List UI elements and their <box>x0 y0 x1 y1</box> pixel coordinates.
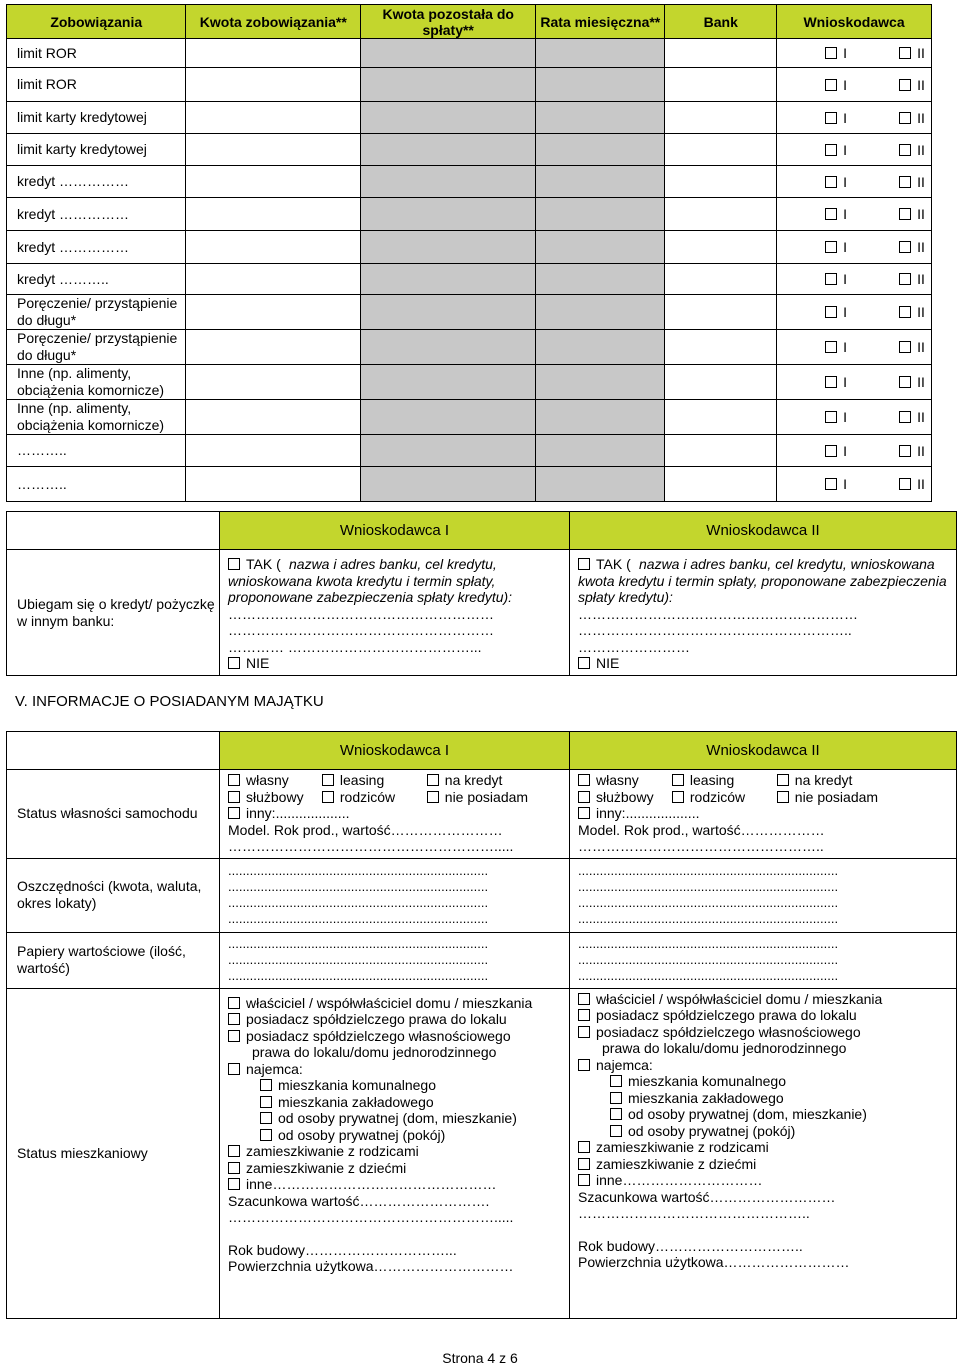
car-model-1: Model. Rok prod., wartość…………………… <box>228 821 503 838</box>
checkbox-parents-1[interactable] <box>228 1145 240 1157</box>
bank-cell[interactable] <box>665 435 777 467</box>
applicant-1-label: I <box>843 339 847 355</box>
amount-cell[interactable] <box>186 68 361 102</box>
liability-label: limit ROR <box>7 68 186 102</box>
amount-cell[interactable] <box>186 330 361 365</box>
checkbox-other-1[interactable] <box>228 1178 240 1190</box>
installment-cell[interactable] <box>536 330 665 365</box>
checkbox-nie-2[interactable] <box>578 657 590 669</box>
liabilities-table <box>6 4 932 502</box>
applicant-select <box>777 365 932 400</box>
remaining-cell[interactable] <box>361 68 536 102</box>
checkbox-private-house-2[interactable] <box>610 1108 622 1120</box>
installment-cell[interactable] <box>536 134 665 166</box>
remaining-cell[interactable] <box>361 134 536 166</box>
installment-cell[interactable] <box>536 365 665 400</box>
remaining-cell[interactable] <box>361 467 536 502</box>
applicant-2-label: II <box>917 206 925 222</box>
liability-row <box>7 435 932 467</box>
liability-row <box>7 365 932 400</box>
amount-cell[interactable] <box>186 166 361 198</box>
housing-value-1: Szacunkowa wartość………………………. <box>228 1192 490 1209</box>
checkbox-coop-tenant-2[interactable] <box>578 1009 590 1021</box>
dots-2a: …………………………………………………… <box>578 605 858 622</box>
liability-label: kredyt …………… <box>7 198 186 231</box>
assets-corner <box>7 732 220 770</box>
bank-cell[interactable] <box>665 102 777 134</box>
remaining-cell[interactable] <box>361 231 536 264</box>
checkbox-applicant-2[interactable] <box>899 478 911 490</box>
applicant-2-label: II <box>917 76 925 93</box>
amount-cell[interactable] <box>186 102 361 134</box>
checkbox-private-room-1[interactable] <box>260 1129 272 1141</box>
applicant-select <box>777 295 932 330</box>
applicant-select <box>777 231 932 264</box>
savings-label: Oszczędności (kwota, waluta, okres lokaty) <box>7 858 220 932</box>
installment-cell[interactable] <box>536 400 665 435</box>
checkbox-owner-2[interactable] <box>578 993 590 1005</box>
car-dots-2: …………………………………………….. <box>578 838 824 854</box>
liability-row <box>7 467 932 502</box>
bank-cell[interactable] <box>665 264 777 295</box>
assets-table <box>6 731 957 1319</box>
bank-cell[interactable] <box>665 134 777 166</box>
checkbox-applicant-1[interactable] <box>825 478 837 490</box>
bank-cell[interactable] <box>665 400 777 435</box>
checkbox-applicant-1[interactable] <box>825 273 837 285</box>
checkbox-coop-tenant-1[interactable] <box>228 1013 240 1025</box>
applicant-2-label: II <box>917 304 925 320</box>
section-title: V. INFORMACJE O POSIADANYM MAJĄTKU <box>15 693 324 710</box>
nie-label-1: NIE <box>246 655 270 671</box>
tak-label-2: TAK ( <box>596 556 631 572</box>
other-loan-applicant-2 <box>570 550 957 676</box>
checkbox-municipal-1[interactable] <box>260 1079 272 1091</box>
amount-cell[interactable] <box>186 198 361 231</box>
other-loan-table <box>6 511 957 676</box>
applicant-select <box>777 39 932 68</box>
amount-cell[interactable] <box>186 365 361 400</box>
remaining-cell[interactable] <box>361 166 536 198</box>
checkbox-children-1[interactable] <box>228 1162 240 1174</box>
applicant-2-label: II <box>917 374 925 390</box>
checkbox-applicant-2[interactable] <box>899 445 911 457</box>
applicant-1-label: I <box>843 409 847 425</box>
applicant-1-label: I <box>843 271 847 287</box>
liability-label: ……….. <box>7 467 186 502</box>
applicant-select <box>777 198 932 231</box>
liability-label: kredyt ……….. <box>7 264 186 295</box>
checkbox-nie-1[interactable] <box>228 657 240 669</box>
applicant-1-label: I <box>843 304 847 320</box>
savings-applicant-1: ........................................................................ ........................................................................ ........................................................................ ........................................................................ <box>220 858 570 932</box>
remaining-cell[interactable] <box>361 198 536 231</box>
checkbox-car-leasing-2[interactable] <box>672 774 684 786</box>
checkbox-applicant-2[interactable] <box>899 112 911 124</box>
col-header-applicant: Wnioskodawca <box>777 5 932 39</box>
bank-cell[interactable] <box>665 198 777 231</box>
checkbox-car-own-2[interactable] <box>578 774 590 786</box>
checkbox-tak-2[interactable] <box>578 558 590 570</box>
applicant-2-label: II <box>917 271 925 287</box>
checkbox-private-house-1[interactable] <box>260 1112 272 1124</box>
remaining-cell[interactable] <box>361 39 536 68</box>
col-header-liabilities: Zobowiązania <box>7 5 186 39</box>
tak-description-1: nazwa i adres banku, cel kredytu, wnioskowana kwota kredytu i termin spłaty, proponowane zabezpieczenia spłaty kredytu): <box>228 556 513 605</box>
securities-applicant-1: ........................................................................ ........................................................................ ........................................................................ <box>220 932 570 988</box>
checkbox-coop-owner-1[interactable] <box>228 1030 240 1042</box>
applicant-2-label: II <box>917 409 925 425</box>
dots-2b: ………………………………………………….. <box>578 622 852 638</box>
applicant-1-label: I <box>843 239 847 255</box>
checkbox-applicant-2[interactable] <box>899 411 911 423</box>
checkbox-tak-1[interactable] <box>228 558 240 570</box>
liability-label: limit karty kredytowej <box>7 134 186 166</box>
remaining-cell[interactable] <box>361 400 536 435</box>
checkbox-applicant-2[interactable] <box>899 273 911 285</box>
checkbox-car-leasing-1[interactable] <box>322 774 334 786</box>
checkbox-applicant-2[interactable] <box>899 176 911 188</box>
applicant-select <box>777 102 932 134</box>
liability-label: Inne (np. alimenty, obciążenia komornicze) <box>7 400 186 435</box>
housing-year-2: Rok budowy………………………….. <box>578 1237 803 1254</box>
liability-row <box>7 264 932 295</box>
checkbox-applicant-2[interactable] <box>899 376 911 388</box>
car-status-applicant-1: własny leasing na kredyt służbowy rodziców nie posiadam inny:................... Model. Rok prod., wartość…………………… …………………………………………………..... <box>220 770 570 859</box>
checkbox-company-flat-2[interactable] <box>610 1092 622 1104</box>
col-header-remaining: Kwota pozostała do spłaty** <box>361 5 536 39</box>
liability-row <box>7 330 932 365</box>
checkbox-other-2[interactable] <box>578 1174 590 1186</box>
liability-row <box>7 400 932 435</box>
checkbox-applicant-2[interactable] <box>899 241 911 253</box>
amount-cell[interactable] <box>186 400 361 435</box>
applicant-1-label: I <box>843 442 847 459</box>
checkbox-applicant-1[interactable] <box>825 341 837 353</box>
applicant-2-label: II <box>917 339 925 355</box>
checkbox-company-flat-1[interactable] <box>260 1096 272 1108</box>
checkbox-private-room-2[interactable] <box>610 1125 622 1137</box>
col-header-bank: Bank <box>665 5 777 39</box>
installment-cell[interactable] <box>536 435 665 467</box>
checkbox-applicant-2[interactable] <box>899 79 911 91</box>
applicant-select <box>777 166 932 198</box>
liability-row <box>7 166 932 198</box>
amount-cell[interactable] <box>186 231 361 264</box>
liability-row <box>7 231 932 264</box>
applicant-2-label: II <box>917 45 925 61</box>
checkbox-car-parents-2[interactable] <box>672 791 684 803</box>
car-status-applicant-2: własny leasing na kredyt służbowy rodziców nie posiadam inny:................... Model. Rok prod., wartość……………… …………………………………………….. <box>570 770 957 859</box>
checkbox-applicant-1[interactable] <box>825 144 837 156</box>
checkbox-car-other-1[interactable] <box>228 807 240 819</box>
applicant-1-label: I <box>843 374 847 390</box>
installment-cell[interactable] <box>536 231 665 264</box>
liability-label: Poręczenie/ przystąpienie do długu* <box>7 330 186 365</box>
installment-cell[interactable] <box>536 39 665 68</box>
checkbox-applicant-1[interactable] <box>825 376 837 388</box>
applicant-select <box>777 68 932 102</box>
housing-applicant-2: właściciel / współwłaściciel domu / mieszkania posiadacz spółdzielczego prawa do lokalu posiadacz spółdzielczego własnościowego prawa do lokalu/domu jednorodzinnego najemca: mieszkania komunalnego mieszkania zakładowego od osoby prywatnej (dom, mieszkanie) od osoby prywatnej (pokój) zamieszkiwanie z rodzicami zamieszkiwanie z dziećmi inne………………………… Szacunkowa wartość……………………… ………………………………………….. Rok budowy………………………….. Powierzchnia użytkowa……………………… <box>570 988 957 1318</box>
checkbox-applicant-2[interactable] <box>899 144 911 156</box>
housing-area-2: Powierzchnia użytkowa……………………… <box>578 1254 850 1270</box>
housing-label: Status mieszkaniowy <box>7 988 220 1318</box>
applicant-1-label: I <box>843 476 847 492</box>
amount-cell[interactable] <box>186 134 361 166</box>
applicant-select <box>777 435 932 467</box>
bank-cell[interactable] <box>665 231 777 264</box>
checkbox-owner-1[interactable] <box>228 997 240 1009</box>
liability-label: ……….. <box>7 435 186 467</box>
applicant-select <box>777 400 932 435</box>
housing-value-2: Szacunkowa wartość……………………… <box>578 1188 836 1205</box>
checkbox-applicant-1[interactable] <box>825 241 837 253</box>
liability-row <box>7 134 932 166</box>
remaining-cell[interactable] <box>361 330 536 365</box>
other-loan-header-applicant-1: Wnioskodawca I <box>220 512 570 550</box>
checkbox-applicant-2[interactable] <box>899 47 911 59</box>
checkbox-municipal-2[interactable] <box>610 1075 622 1087</box>
other-loan-corner <box>7 512 220 550</box>
liability-row <box>7 102 932 134</box>
checkbox-car-none-1[interactable] <box>427 791 439 803</box>
applicant-1-label: I <box>843 206 847 222</box>
applicant-2-label: II <box>917 109 925 126</box>
securities-applicant-2: ........................................................................ ........................................................................ ........................................................................ <box>570 932 957 988</box>
other-loan-header-applicant-2: Wnioskodawca II <box>570 512 957 550</box>
other-loan-label: Ubiegam się o kredyt/ pożyczkę w innym banku: <box>7 550 220 676</box>
checkbox-applicant-1[interactable] <box>825 208 837 220</box>
dots-1a: ………………………………………………… <box>228 605 494 622</box>
checkbox-applicant-2[interactable] <box>899 341 911 353</box>
checkbox-applicant-1[interactable] <box>825 411 837 423</box>
assets-header-applicant-2: Wnioskodawca II <box>570 732 957 770</box>
remaining-cell[interactable] <box>361 102 536 134</box>
page-footer: Strona 4 z 6 <box>442 1350 518 1366</box>
applicant-select <box>777 467 932 502</box>
checkbox-car-none-2[interactable] <box>777 791 789 803</box>
bank-cell[interactable] <box>665 330 777 365</box>
checkbox-car-own-1[interactable] <box>228 774 240 786</box>
applicant-1-label: I <box>843 141 847 158</box>
housing-area-1: Powierzchnia użytkowa………………………… <box>228 1258 514 1274</box>
remaining-cell[interactable] <box>361 435 536 467</box>
bank-cell[interactable] <box>665 68 777 102</box>
installment-cell[interactable] <box>536 295 665 330</box>
liability-label: Poręczenie/ przystąpienie do długu* <box>7 295 186 330</box>
checkbox-coop-owner-2[interactable] <box>578 1026 590 1038</box>
checkbox-children-2[interactable] <box>578 1158 590 1170</box>
checkbox-applicant-1[interactable] <box>825 79 837 91</box>
checkbox-applicant-1[interactable] <box>825 445 837 457</box>
checkbox-renter-1[interactable] <box>228 1063 240 1075</box>
amount-cell[interactable] <box>186 295 361 330</box>
installment-cell[interactable] <box>536 166 665 198</box>
amount-cell[interactable] <box>186 467 361 502</box>
checkbox-parents-2[interactable] <box>578 1141 590 1153</box>
liability-row <box>7 39 932 68</box>
applicant-2-label: II <box>917 239 925 255</box>
applicant-1-label: I <box>843 173 847 190</box>
other-loan-applicant-1 <box>220 550 570 676</box>
checkbox-applicant-2[interactable] <box>899 306 911 318</box>
checkbox-car-credit-2[interactable] <box>777 774 789 786</box>
liability-label: kredyt …………… <box>7 166 186 198</box>
bank-cell[interactable] <box>665 166 777 198</box>
amount-cell[interactable] <box>186 264 361 295</box>
bank-cell[interactable] <box>665 365 777 400</box>
liability-label: kredyt …………… <box>7 231 186 264</box>
checkbox-applicant-2[interactable] <box>899 208 911 220</box>
checkbox-applicant-1[interactable] <box>825 47 837 59</box>
savings-applicant-2: ........................................................................ ........................................................................ ........................................................................ ........................................................................ <box>570 858 957 932</box>
applicant-select <box>777 264 932 295</box>
dots-1c: ………… …………………………………... <box>228 638 482 655</box>
checkbox-applicant-1[interactable] <box>825 112 837 124</box>
applicant-2-label: II <box>917 442 925 459</box>
bank-cell[interactable] <box>665 295 777 330</box>
installment-cell[interactable] <box>536 264 665 295</box>
remaining-cell[interactable] <box>361 295 536 330</box>
housing-year-1: Rok budowy…………………………... <box>228 1241 457 1258</box>
applicant-select <box>777 330 932 365</box>
liability-row <box>7 68 932 102</box>
remaining-cell[interactable] <box>361 365 536 400</box>
checkbox-car-company-2[interactable] <box>578 791 590 803</box>
car-dots-1: …………………………………………………..... <box>228 838 514 854</box>
checkbox-car-credit-1[interactable] <box>427 774 439 786</box>
applicant-2-label: II <box>917 476 925 492</box>
checkbox-applicant-1[interactable] <box>825 306 837 318</box>
installment-cell[interactable] <box>536 102 665 134</box>
tak-label-1: TAK ( <box>246 556 281 572</box>
amount-cell[interactable] <box>186 39 361 68</box>
housing-applicant-1: właściciel / współwłaściciel domu / mieszkania posiadacz spółdzielczego prawa do lokalu posiadacz spółdzielczego własnościowego prawa do lokalu/domu jednorodzinnego najemca: mieszkania komunalnego mieszkania zakładowego od osoby prywatnej (dom, mieszkanie) od osoby prywatnej (pokój) zamieszkiwanie z rodzicami zamieszkiwanie z dziećmi inne………………………………………… Szacunkowa wartość………………………. …………………………………………………..... Rok budowy…………………………... Powierzchnia użytkowa………………………… <box>220 988 570 1318</box>
securities-label: Papiery wartościowe (ilość, wartość) <box>7 932 220 988</box>
dots-1b: ………………………………………………… <box>228 622 494 638</box>
applicant-select <box>777 134 932 166</box>
liability-label: limit karty kredytowej <box>7 102 186 134</box>
checkbox-renter-2[interactable] <box>578 1059 590 1071</box>
car-status-label: Status własności samochodu <box>7 770 220 859</box>
bank-cell[interactable] <box>665 467 777 502</box>
installment-cell[interactable] <box>536 467 665 502</box>
liability-row <box>7 198 932 231</box>
checkbox-car-parents-1[interactable] <box>322 791 334 803</box>
assets-header-applicant-1: Wnioskodawca I <box>220 732 570 770</box>
col-header-amount: Kwota zobowiązania** <box>186 5 361 39</box>
checkbox-car-other-2[interactable] <box>578 807 590 819</box>
applicant-2-label: II <box>917 141 925 158</box>
checkbox-applicant-1[interactable] <box>825 176 837 188</box>
liability-row <box>7 295 932 330</box>
bank-cell[interactable] <box>665 39 777 68</box>
checkbox-car-company-1[interactable] <box>228 791 240 803</box>
applicant-1-label: I <box>843 76 847 93</box>
installment-cell[interactable] <box>536 198 665 231</box>
installment-cell[interactable] <box>536 68 665 102</box>
applicant-1-label: I <box>843 109 847 126</box>
amount-cell[interactable] <box>186 435 361 467</box>
col-header-installment: Rata miesięczna** <box>536 5 665 39</box>
car-model-2: Model. Rok prod., wartość……………… <box>578 821 825 838</box>
nie-label-2: NIE <box>596 655 620 671</box>
remaining-cell[interactable] <box>361 264 536 295</box>
applicant-2-label: II <box>917 173 925 190</box>
tak-description-2: nazwa i adres banku, cel kredytu, wnioskowana kwota kredytu i termin spłaty, proponowane zabezpieczenia spłaty kredytu): <box>578 556 947 605</box>
dots-2c: …………………… <box>578 638 690 655</box>
applicant-1-label: I <box>843 45 847 61</box>
liability-label: limit ROR <box>7 39 186 68</box>
liability-label: Inne (np. alimenty, obciążenia komornicze) <box>7 365 186 400</box>
